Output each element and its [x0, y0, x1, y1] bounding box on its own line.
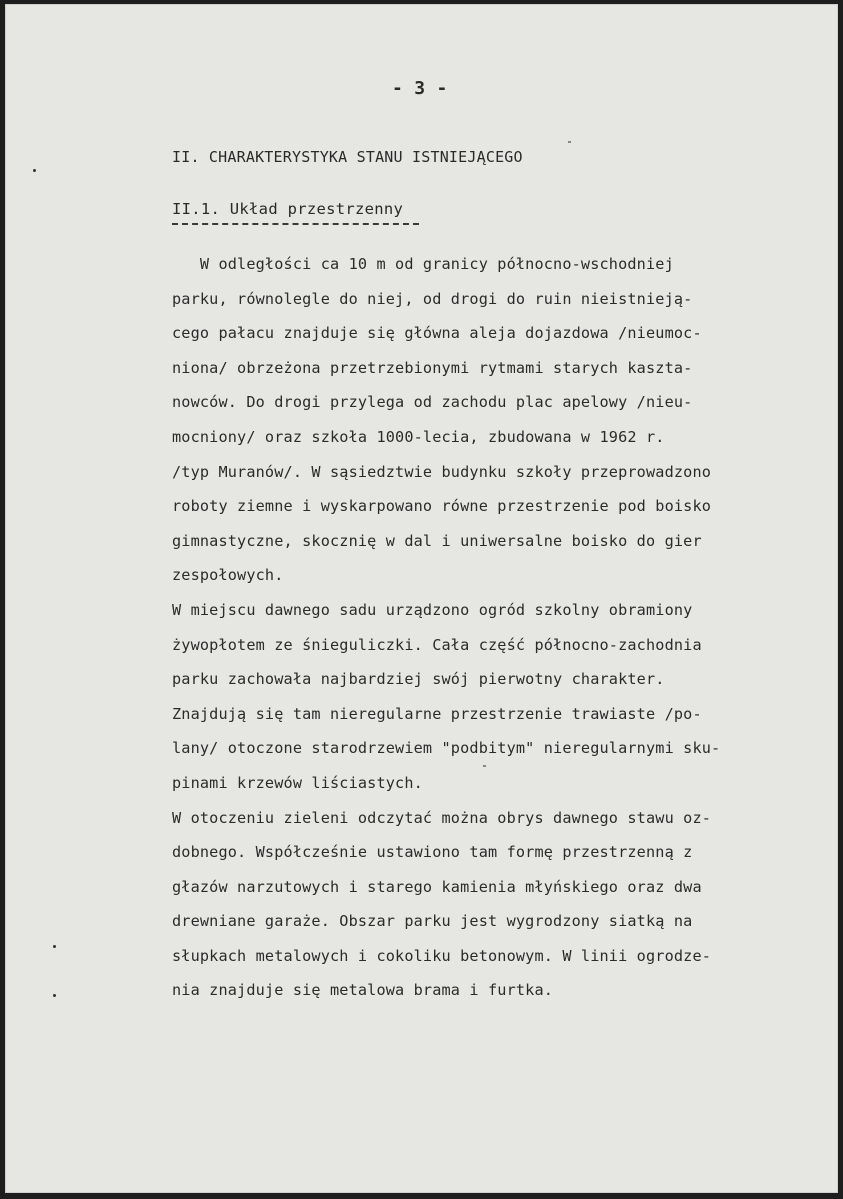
body-line: dobnego. Współcześnie ustawiono tam formę przestrzenną z — [172, 843, 693, 862]
section-underline — [172, 223, 419, 225]
body-line: niona/ obrzeżona przetrzebionymi rytmami starych kaszta- — [172, 358, 693, 377]
body-line: nia znajduje się metalowa brama i furtka. — [172, 981, 554, 1000]
body-line: gimnastyczne, skocznię w dal i uniwersalne boisko do gier — [172, 531, 702, 550]
body-line: parku, równolegle do niej, od drogi do ruin nieistnieją- — [172, 289, 693, 308]
body-line: zespołowych. — [172, 566, 284, 585]
body-line: drewniane garaże. Obszar parku jest wygrodzony siatką na — [172, 912, 693, 931]
body-line: żywopłotem ze śnieguliczki. Cała część północno-zachodnia — [172, 635, 702, 654]
paper-speck — [483, 765, 486, 767]
body-line: cego pałacu znajduje się główna aleja dojazdowa /nieumoc- — [172, 324, 702, 343]
body-line: mocniony/ oraz szkoła 1000-lecia, zbudowana w 1962 r. — [172, 427, 665, 446]
section-heading: II.1. Układ przestrzenny — [172, 200, 404, 218]
body-line: /typ Muranów/. W sąsiedztwie budynku szkoły przeprowadzono — [172, 462, 712, 481]
paper-speck — [568, 141, 571, 143]
margin-punch-dot — [33, 169, 36, 172]
body-line: W miejscu dawnego sadu urządzono ogród szkolny obramiony — [172, 600, 693, 619]
body-line: głazów narzutowych i starego kamienia młyńskiego oraz dwa — [172, 877, 702, 896]
body-line: W otoczeniu zieleni odczytać można obrys dawnego stawu oz- — [172, 808, 712, 827]
margin-punch-dot — [53, 994, 56, 997]
chapter-heading: II. CHARAKTERYSTYKA STANU ISTNIEJĄCEGO — [172, 148, 523, 166]
body-line: słupkach metalowych i cokoliku betonowym. W linii ogrodze- — [172, 946, 712, 965]
body-line: W odległości ca 10 m od granicy północno-wschodniej — [172, 255, 674, 273]
body-line: Znajdują się tam nieregularne przestrzenie trawiaste /po- — [172, 704, 702, 723]
body-line: parku zachowała najbardziej swój pierwotny charakter. — [172, 670, 665, 689]
body-text — [172, 247, 792, 1008]
body-line: roboty ziemne i wyskarpowano równe przestrzenie pod boisko — [172, 497, 712, 516]
body-line: pinami krzewów liściastych. — [172, 773, 423, 792]
margin-punch-dot — [53, 945, 56, 948]
body-line: lany/ otoczone starodrzewiem "podbitym" nieregularnymi sku- — [172, 739, 721, 758]
page-number: - 3 - — [392, 78, 448, 99]
body-line: nowców. Do drogi przylega od zachodu plac apelowy /nieu- — [172, 393, 693, 412]
